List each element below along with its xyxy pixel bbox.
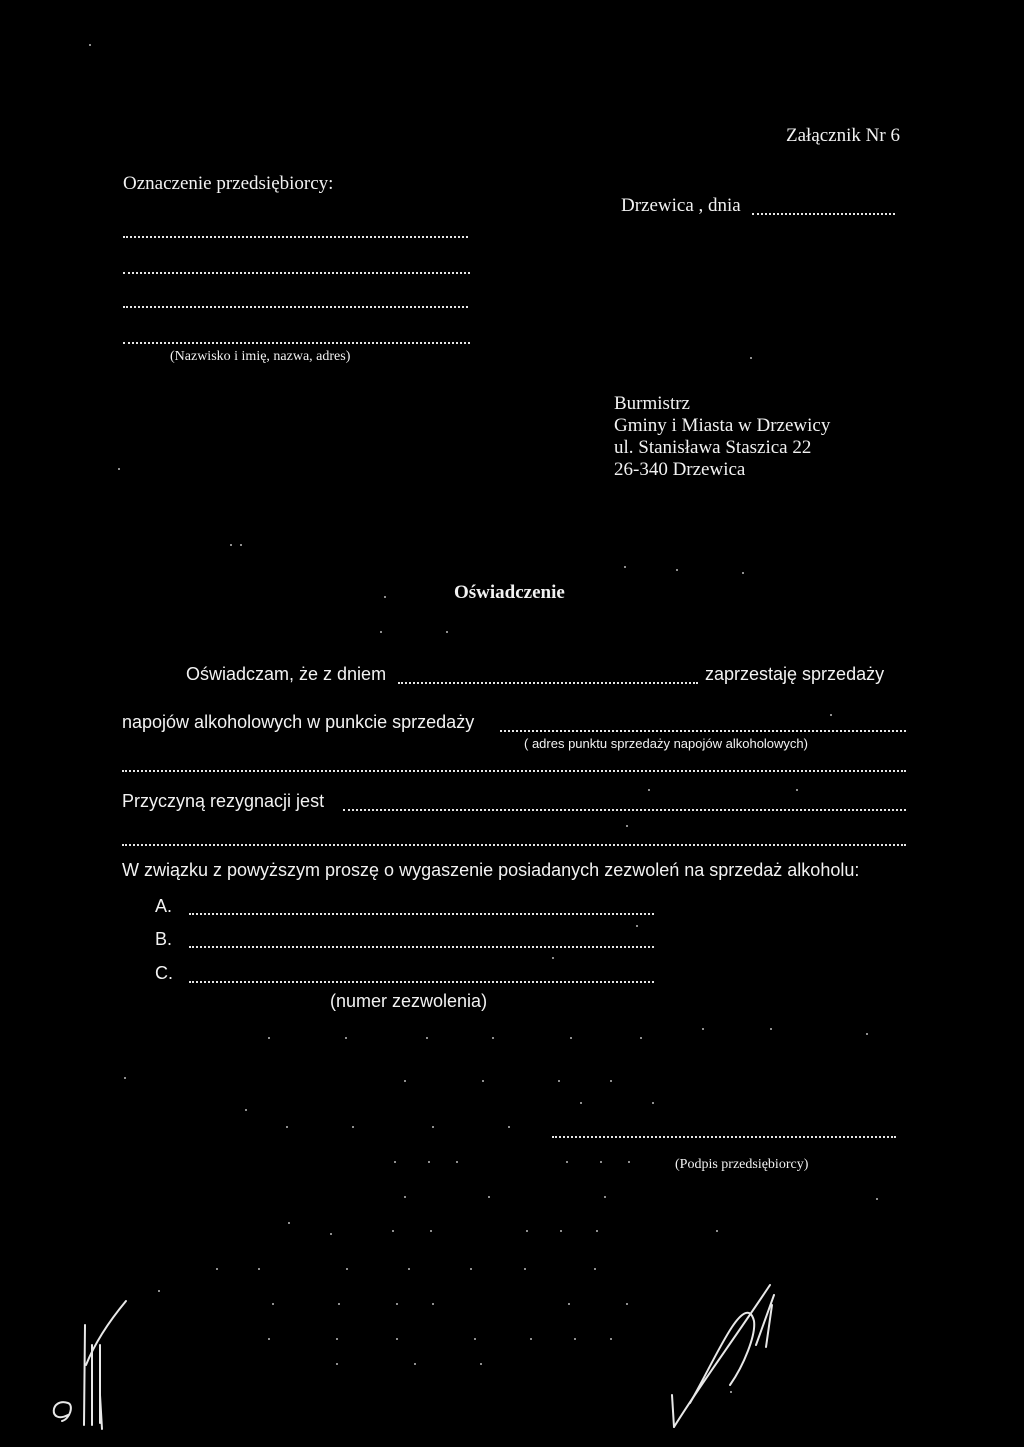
document-title: Oświadczenie [454, 582, 565, 603]
scan-speck [610, 1338, 612, 1340]
applicant-heading: Oznaczenie przedsiębiorcy: [123, 173, 334, 194]
scan-speck [594, 1268, 596, 1270]
scan-speck [216, 1268, 218, 1270]
attachment-label: Załącznik Nr 6 [786, 125, 900, 146]
scan-speck [352, 1126, 354, 1128]
handwritten-initials-left [40, 1285, 140, 1435]
scan-speck [652, 1102, 654, 1104]
scan-speck [240, 544, 242, 546]
recipient-line-4: 26-340 Drzewica [614, 459, 746, 480]
scan-speck [626, 825, 628, 827]
scan-speck [750, 357, 752, 359]
applicant-line-4[interactable] [123, 342, 470, 344]
scan-speck [336, 1363, 338, 1365]
initials-stroke [54, 1402, 71, 1421]
scan-speck [272, 1303, 274, 1305]
signature-caption: (Podpis przedsiębiorcy) [675, 1157, 809, 1172]
scan-speck [770, 1028, 772, 1030]
scan-speck [570, 1037, 572, 1039]
reason-field[interactable] [343, 809, 906, 811]
scan-speck [268, 1338, 270, 1340]
scan-speck [580, 1102, 582, 1104]
reason-label: Przyczyną rezygnacji jest [122, 791, 325, 811]
scan-speck [404, 1196, 406, 1198]
scan-speck [574, 1338, 576, 1340]
scan-speck [118, 468, 120, 470]
applicant-line-2[interactable] [123, 272, 470, 274]
scan-speck [346, 1268, 348, 1270]
scan-speck [432, 1126, 434, 1128]
permit-field-a[interactable] [189, 913, 654, 915]
recipient-block [614, 393, 830, 481]
scan-speck [426, 1037, 428, 1039]
scan-speck [624, 566, 626, 568]
initials-stroke [84, 1325, 85, 1425]
statement-line2-start: napojów alkoholowych w punkcie sprzedaży [122, 712, 475, 732]
scan-speck [558, 1080, 560, 1082]
place-date-label: Drzewica , dnia [621, 195, 741, 216]
signature-field[interactable] [552, 1136, 896, 1138]
scan-speck [336, 1338, 338, 1340]
scan-speck [258, 1268, 260, 1270]
date-field[interactable] [752, 213, 895, 215]
initials-stroke [672, 1395, 674, 1427]
scan-speck [456, 1161, 458, 1163]
statement-line1-start: Oświadczam, że z dniem [186, 664, 387, 684]
scan-speck [628, 1161, 630, 1163]
scan-speck [286, 1126, 288, 1128]
scan-speck [380, 631, 382, 633]
scan-speck [330, 1233, 332, 1235]
reason-field-line-2[interactable] [122, 844, 906, 846]
scan-speck [876, 1198, 878, 1200]
scan-speck [526, 1230, 528, 1232]
request-text: W związku z powyższym proszę o wygaszenie posiadanych zezwoleń na sprzedaż alkoholu: [122, 860, 860, 880]
scan-speck [596, 1230, 598, 1232]
scan-speck [158, 1290, 160, 1292]
scan-speck [508, 1126, 510, 1128]
scan-speck [396, 1338, 398, 1340]
scan-speck [392, 1230, 394, 1232]
scan-speck [492, 1037, 494, 1039]
scan-speck [600, 1161, 602, 1163]
scan-speck [676, 569, 678, 571]
scan-speck [866, 1033, 868, 1035]
scan-speck [636, 925, 638, 927]
applicant-line-1[interactable] [123, 236, 468, 238]
scan-speck [268, 1037, 270, 1039]
initials-stroke [674, 1285, 770, 1427]
scan-speck [396, 1303, 398, 1305]
scan-speck [488, 1196, 490, 1198]
scan-speck [474, 1338, 476, 1340]
scan-speck [552, 957, 554, 959]
scan-speck [430, 1230, 432, 1232]
handwritten-initials-right [660, 1275, 790, 1435]
permit-item-b: B. [155, 929, 173, 949]
scan-speck [560, 1230, 562, 1232]
scan-speck [830, 714, 832, 716]
scan-speck [796, 789, 798, 791]
sales-point-field[interactable] [500, 730, 906, 732]
recipient-line-1: Burmistrz [614, 393, 690, 414]
scan-speck [345, 1037, 347, 1039]
scan-speck [626, 1303, 628, 1305]
scan-speck [394, 1161, 396, 1163]
applicant-line-3[interactable] [123, 306, 468, 308]
scan-speck [470, 1268, 472, 1270]
scan-speck [408, 1268, 410, 1270]
scan-speck [482, 1080, 484, 1082]
scan-speck [338, 1303, 340, 1305]
scan-speck [384, 596, 386, 598]
scan-speck [428, 1161, 430, 1163]
sales-point-caption: ( adres punktu sprzedaży napojów alkoholowych) [524, 736, 808, 751]
scan-speck [648, 789, 650, 791]
sales-point-field-line-2[interactable] [122, 770, 906, 772]
scan-speck [524, 1268, 526, 1270]
scan-speck [566, 1161, 568, 1163]
scan-speck [414, 1363, 416, 1365]
scan-speck [604, 1196, 606, 1198]
scan-speck [480, 1363, 482, 1365]
scan-speck [446, 631, 448, 633]
scan-speck [404, 1080, 406, 1082]
statement-line1-end: zaprzestaję sprzedaży [705, 664, 885, 684]
applicant-caption: (Nazwisko i imię, nazwa, adres) [170, 349, 351, 364]
scan-speck [230, 544, 232, 546]
permit-item-a: A. [155, 896, 173, 916]
permit-caption: (numer zezwolenia) [330, 991, 488, 1011]
scan-speck [640, 1037, 642, 1039]
scan-speck [568, 1303, 570, 1305]
scan-speck [702, 1028, 704, 1030]
scan-speck [432, 1303, 434, 1305]
scan-speck [716, 1230, 718, 1232]
permit-item-c: C. [155, 963, 173, 983]
scan-speck [124, 1077, 126, 1079]
scan-speck [288, 1222, 290, 1224]
scan-speck [610, 1080, 612, 1082]
recipient-line-3: ul. Stanisława Staszica 22 [614, 437, 812, 458]
scan-speck [742, 572, 744, 574]
scan-speck [89, 44, 91, 46]
permit-field-c[interactable] [189, 981, 654, 983]
date-of-cessation-field[interactable] [398, 682, 698, 684]
scan-speck [245, 1109, 247, 1111]
scan-speck [530, 1338, 532, 1340]
recipient-line-2: Gminy i Miasta w Drzewicy [614, 415, 831, 436]
permit-field-b[interactable] [189, 946, 654, 948]
